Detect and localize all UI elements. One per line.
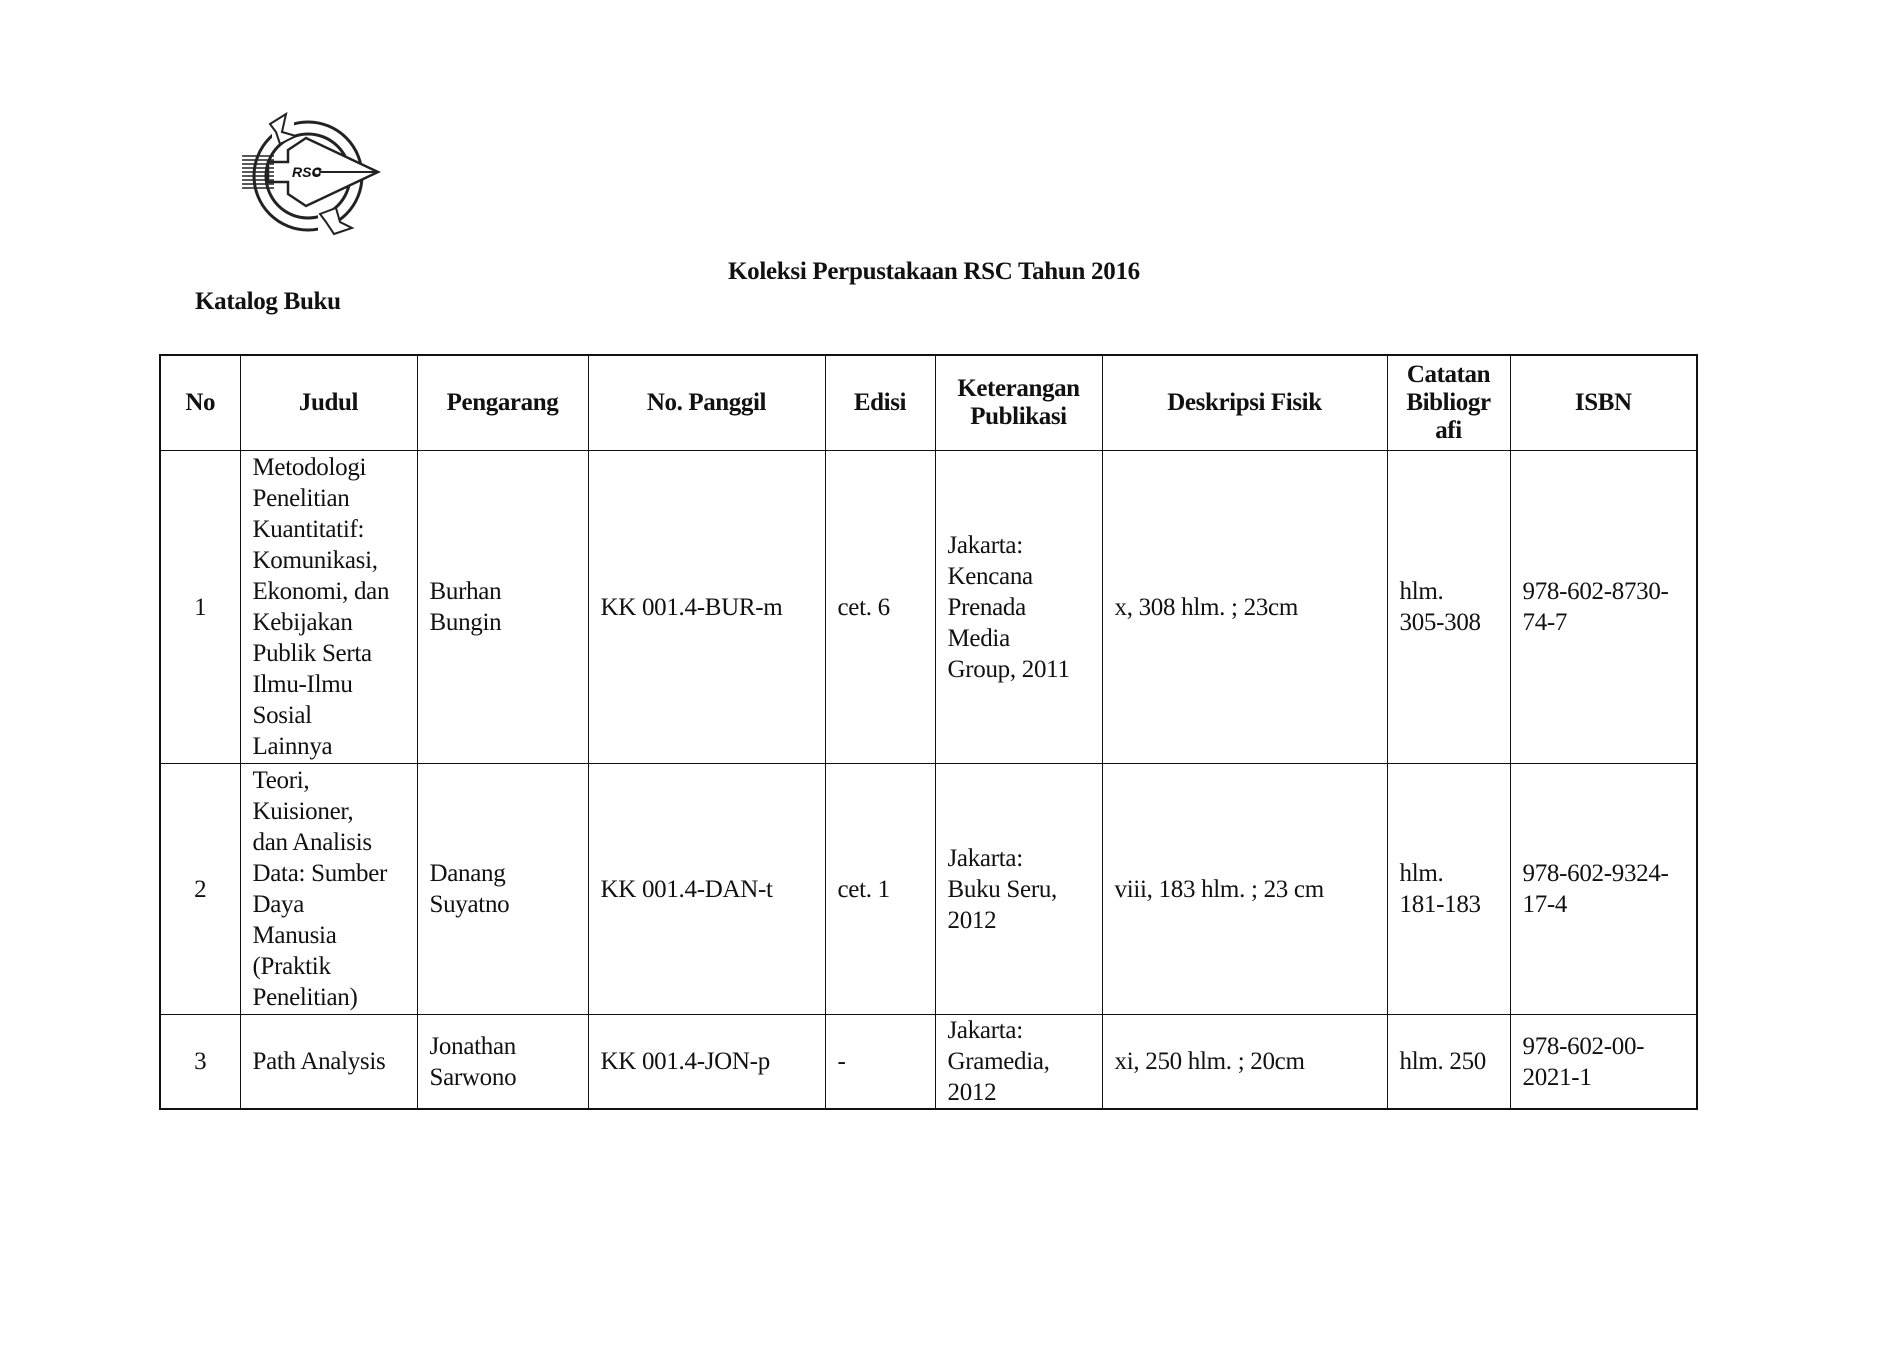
table-row	[160, 764, 1697, 1015]
cell-no-panggil: KK 001.4-JON-p	[588, 1015, 825, 1110]
cell-isbn: 978-602-9324- 17-4	[1510, 764, 1697, 1015]
header-isbn: ISBN	[1510, 355, 1697, 451]
cell-pengarang: Danang Suyatno	[417, 764, 588, 1015]
header-pengarang: Pengarang	[417, 355, 588, 451]
header-edisi: Edisi	[825, 355, 935, 451]
cell-edisi: cet. 1	[825, 764, 935, 1015]
header-no: No	[160, 355, 240, 451]
cell-no: 3	[160, 1015, 240, 1110]
logo-text: RSC	[292, 164, 322, 180]
table-row	[160, 1015, 1697, 1110]
cell-isbn: 978-602-8730- 74-7	[1510, 451, 1697, 764]
table-row	[160, 451, 1697, 764]
cell-catatan-bibliografi: hlm. 250	[1387, 1015, 1510, 1110]
header-catatan-bibliografi: Catatan Bibliogr afi	[1387, 355, 1510, 451]
header-keterangan-publikasi: Keterangan Publikasi	[935, 355, 1102, 451]
rsc-logo-icon	[236, 110, 384, 242]
cell-judul: Metodologi Penelitian Kuantitatif: Komunikasi, Ekonomi, dan Kebijakan Publik Serta Ilmu-Ilmu Sosial Lainnya	[240, 451, 417, 764]
header-judul: Judul	[240, 355, 417, 451]
cell-edisi: -	[825, 1015, 935, 1110]
table-header-row	[160, 355, 1697, 451]
cell-deskripsi-fisik: x, 308 hlm. ; 23cm	[1102, 451, 1387, 764]
header-deskripsi-fisik: Deskripsi Fisik	[1102, 355, 1387, 451]
cell-keterangan-publikasi: Jakarta: Gramedia, 2012	[935, 1015, 1102, 1110]
cell-judul: Teori, Kuisioner, dan Analisis Data: Sumber Daya Manusia (Praktik Penelitian)	[240, 764, 417, 1015]
header-no-panggil: No. Panggil	[588, 355, 825, 451]
cell-catatan-bibliografi: hlm. 181-183	[1387, 764, 1510, 1015]
cell-catatan-bibliografi: hlm. 305-308	[1387, 451, 1510, 764]
cell-isbn: 978-602-00- 2021-1	[1510, 1015, 1697, 1110]
cell-judul: Path Analysis	[240, 1015, 417, 1110]
cell-pengarang: Jonathan Sarwono	[417, 1015, 588, 1110]
cell-no-panggil: KK 001.4-BUR-m	[588, 451, 825, 764]
cell-pengarang: Burhan Bungin	[417, 451, 588, 764]
cell-no-panggil: KK 001.4-DAN-t	[588, 764, 825, 1015]
book-catalog-table	[159, 354, 1698, 1110]
document-title: Koleksi Perpustakaan RSC Tahun 2016	[728, 258, 1140, 285]
cell-no: 2	[160, 764, 240, 1015]
cell-deskripsi-fisik: xi, 250 hlm. ; 20cm	[1102, 1015, 1387, 1110]
cell-edisi: cet. 6	[825, 451, 935, 764]
cell-keterangan-publikasi: Jakarta: Kencana Prenada Media Group, 2011	[935, 451, 1102, 764]
cell-no: 1	[160, 451, 240, 764]
cell-keterangan-publikasi: Jakarta: Buku Seru, 2012	[935, 764, 1102, 1015]
cell-deskripsi-fisik: viii, 183 hlm. ; 23 cm	[1102, 764, 1387, 1015]
document-subtitle: Katalog Buku	[195, 288, 341, 315]
